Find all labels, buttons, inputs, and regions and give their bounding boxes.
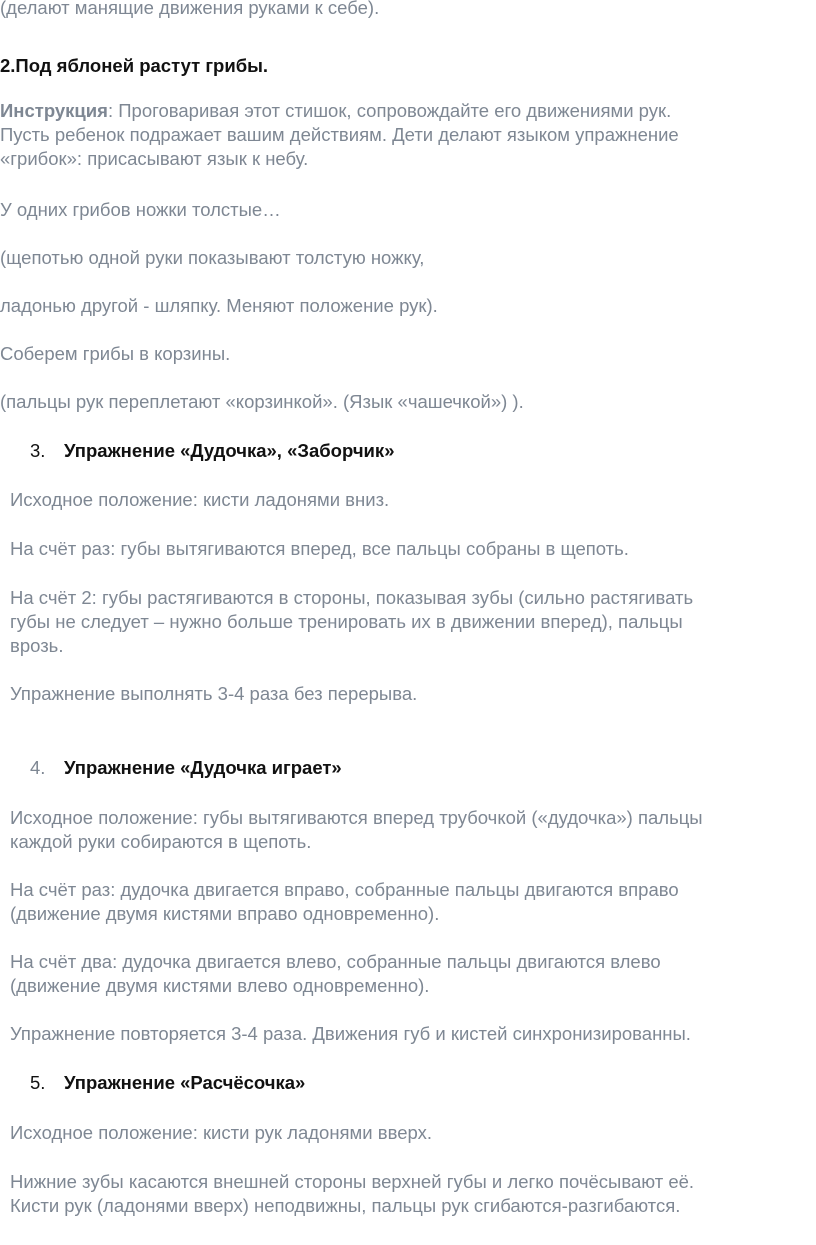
section5-paragraph-2-line-2: Кисти рук (ладонями вверх) неподвижны, пальцы рук сгибаются-разгибаются. bbox=[10, 1195, 681, 1216]
section2-heading: 2.Под яблоней растут грибы. bbox=[0, 55, 269, 76]
section3-paragraph-1: Исходное положение: кисти ладонями вниз. bbox=[10, 489, 390, 510]
section2-instruction bbox=[0, 99, 679, 171]
section4-paragraph-4: Упражнение повторяется 3-4 раза. Движения губ и кистей синхронизированны. bbox=[10, 1023, 691, 1044]
section5-paragraph-1: Исходное положение: кисти рук ладонями вверх. bbox=[10, 1122, 432, 1143]
section3-heading bbox=[30, 439, 394, 463]
instruction-line-3: «грибок»: присасывают язык к небу. bbox=[0, 148, 309, 169]
verse-line-3: ладонью другой - шляпку. Меняют положение рук). bbox=[0, 295, 438, 316]
section5-paragraph-2-line-1: Нижние зубы касаются внешней стороны верхней губы и легко почёсывают её. bbox=[10, 1171, 695, 1192]
section3-paragraph-3 bbox=[10, 586, 693, 658]
section3-paragraph-3-line-2: губы не следует – нужно больше тренировать их в движении вперед), пальцы bbox=[10, 611, 683, 632]
section4-paragraph-2-line-2: (движение двумя кистями вправо одновременно). bbox=[10, 903, 440, 924]
verse-line-4: Соберем грибы в корзины. bbox=[0, 343, 231, 364]
section3-title: Упражнение «Дудочка», «Заборчик» bbox=[64, 440, 395, 461]
section4-paragraph-1-line-2: каждой руки собираются в щепоть. bbox=[10, 831, 312, 852]
verse-line-2: (щепотью одной руки показывают толстую ножку, bbox=[0, 247, 425, 268]
section3-paragraph-2: На счёт раз: губы вытягиваются вперед, все пальцы собраны в щепоть. bbox=[10, 538, 629, 559]
section4-heading bbox=[30, 756, 342, 780]
section4-paragraph-2 bbox=[10, 878, 679, 926]
section3-number: 3. bbox=[30, 440, 46, 461]
section3-paragraph-3-line-3: врозь. bbox=[10, 635, 64, 656]
section4-paragraph-3-line-2: (движение двумя кистями влево одновременно). bbox=[10, 975, 430, 996]
instruction-line-1 bbox=[0, 99, 679, 123]
instruction-line-2: Пусть ребенок подражает вашим действиям. Дети делают языком упражнение bbox=[0, 124, 679, 145]
intro-tail-text: (делают манящие движения руками к себе). bbox=[0, 0, 380, 18]
section5-heading bbox=[30, 1071, 305, 1095]
section4-paragraph-1 bbox=[10, 806, 703, 854]
section5-number: 5. bbox=[30, 1072, 46, 1093]
section4-title: Упражнение «Дудочка играет» bbox=[64, 757, 342, 778]
section4-paragraph-3-line-1: На счёт два: дудочка двигается влево, собранные пальцы двигаются влево bbox=[10, 951, 661, 972]
section5-paragraph-2 bbox=[10, 1170, 694, 1218]
verse-line-1: У одних грибов ножки толстые… bbox=[0, 199, 281, 220]
section5-title: Упражнение «Расчёсочка» bbox=[64, 1072, 306, 1093]
section4-paragraph-3 bbox=[10, 950, 661, 998]
instruction-label: Инструкция bbox=[0, 100, 108, 121]
instruction-text: : Проговаривая этот стишок, сопровождайте его движениями рук. bbox=[107, 100, 672, 121]
section3-paragraph-4: Упражнение выполнять 3-4 раза без перерыва. bbox=[10, 683, 418, 704]
section3-paragraph-3-line-1: На счёт 2: губы растягиваются в стороны, показывая зубы (сильно растягивать bbox=[10, 587, 694, 608]
verse-line-5: (пальцы рук переплетают «корзинкой». (Язык «чашечкой») ). bbox=[0, 391, 524, 412]
section4-number: 4. bbox=[30, 757, 46, 778]
section4-paragraph-2-line-1: На счёт раз: дудочка двигается вправо, собранные пальцы двигаются вправо bbox=[10, 879, 679, 900]
section4-paragraph-1-line-1: Исходное положение: губы вытягиваются вперед трубочкой («дудочка») пальцы bbox=[10, 807, 703, 828]
